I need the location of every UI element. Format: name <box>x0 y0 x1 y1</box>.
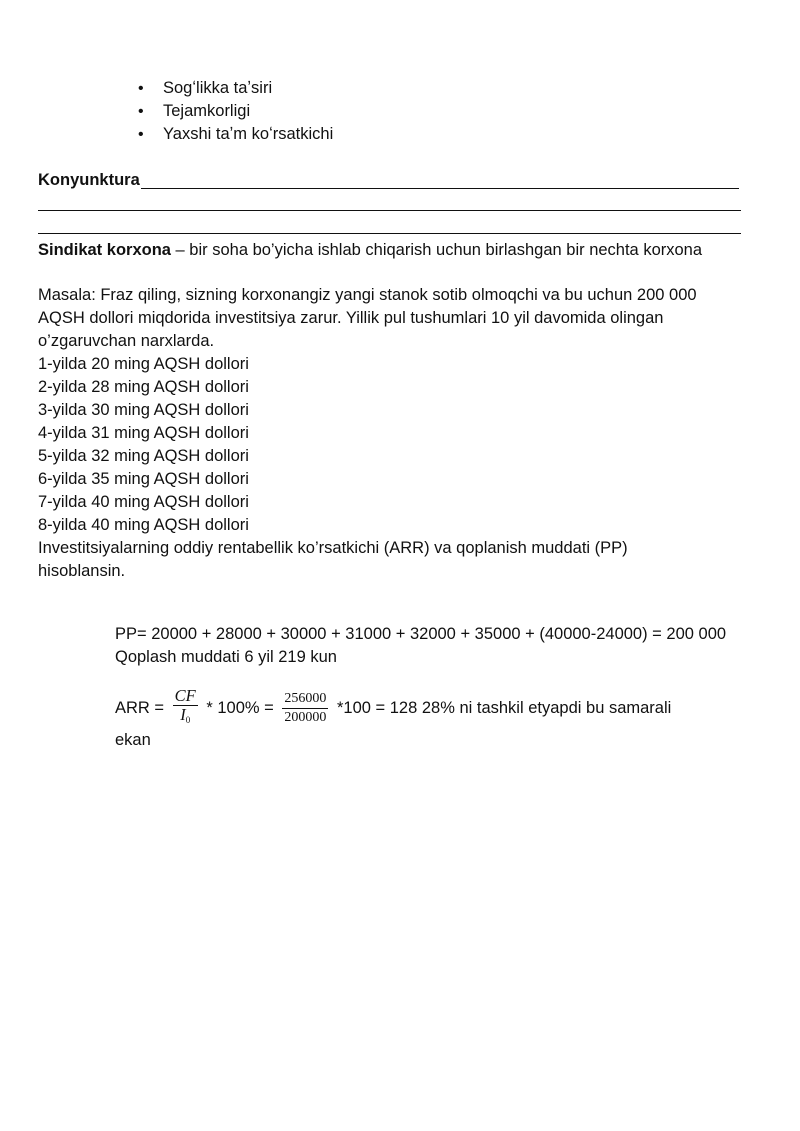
arr-multiplier: * 100% = <box>206 698 274 717</box>
arr-formula <box>115 688 671 728</box>
yearly-cashflow-line: 1-yilda 20 ming AQSH dollori <box>38 355 249 373</box>
payback-period: Qoplash muddati 6 yil 219 kun <box>115 648 337 666</box>
blank-line-divider <box>38 210 741 211</box>
fill-in-blank-line <box>141 170 739 189</box>
fraction-denominator <box>173 706 198 728</box>
sindikat-definition-text: – bir soha bo’yicha ishlab chiqarish uchun birlashgan bir nechta korxona <box>170 241 703 259</box>
numeric-fraction <box>282 691 328 726</box>
problem-line: Masala: Fraz qiling, sizning korxonangiz yangi stanok sotib olmoqchi va bu uchun 200 000 <box>38 286 697 304</box>
solution-block <box>115 623 765 669</box>
yearly-cashflow-line: 2-yilda 28 ming AQSH dollori <box>38 378 249 396</box>
arr-result: *100 = 128 28% ni tashkil etyapdi bu samarali <box>336 698 672 717</box>
bullet-item: • Tejamkorligi <box>138 100 333 123</box>
fraction-denominator: 200000 <box>284 709 327 725</box>
fraction-numerator: CF <box>174 686 196 705</box>
denominator-symbol: I <box>180 705 186 724</box>
problem-line: Investitsiyalarning oddiy rentabellik ko’rsatkichi (ARR) va qoplanish muddati (PP) <box>38 539 628 557</box>
sindikat-term: Sindikat korxona <box>38 241 171 259</box>
yearly-cashflow-line: 6-yilda 35 ming AQSH dollori <box>38 470 249 488</box>
problem-statement <box>38 284 758 583</box>
benefits-bullet-list <box>138 77 333 146</box>
bullet-item: • Sogʻlikka taʼsiri <box>138 77 333 100</box>
problem-line: AQSH dollori miqdorida investitsiya zarur. Yillik pul tushumlari 10 yil davomida olingan <box>38 309 664 327</box>
yearly-cashflow-line: 7-yilda 40 ming AQSH dollori <box>38 493 249 511</box>
sindikat-definition <box>38 239 702 261</box>
blank-line-divider <box>38 233 741 234</box>
konyunktura-label: Konyunktura <box>38 171 140 189</box>
arr-prefix: ARR = <box>115 698 165 717</box>
yearly-cashflow-line: 4-yilda 31 ming AQSH dollori <box>38 424 249 442</box>
yearly-cashflow-line: 3-yilda 30 ming AQSH dollori <box>38 401 249 419</box>
arr-result-continuation: ekan <box>115 731 151 749</box>
yearly-cashflow-line: 8-yilda 40 ming AQSH dollori <box>38 516 249 534</box>
problem-line: o’zgaruvchan narxlarda. <box>38 332 215 350</box>
konyunktura-line <box>38 170 741 190</box>
bullet-item: • Yaxshi taʼm koʻrsatkichi <box>138 123 333 146</box>
yearly-cashflow-line: 5-yilda 32 ming AQSH dollori <box>38 447 249 465</box>
cf-over-i0-fraction <box>173 688 198 728</box>
denominator-subscript: 0 <box>185 715 191 725</box>
fraction-numerator: 256000 <box>282 691 328 709</box>
pp-formula: PP= 20000 + 28000 + 30000 + 31000 + 32000 + 35000 + (40000-24000) = 200 000 <box>115 625 727 643</box>
problem-line: hisoblansin. <box>38 562 126 580</box>
